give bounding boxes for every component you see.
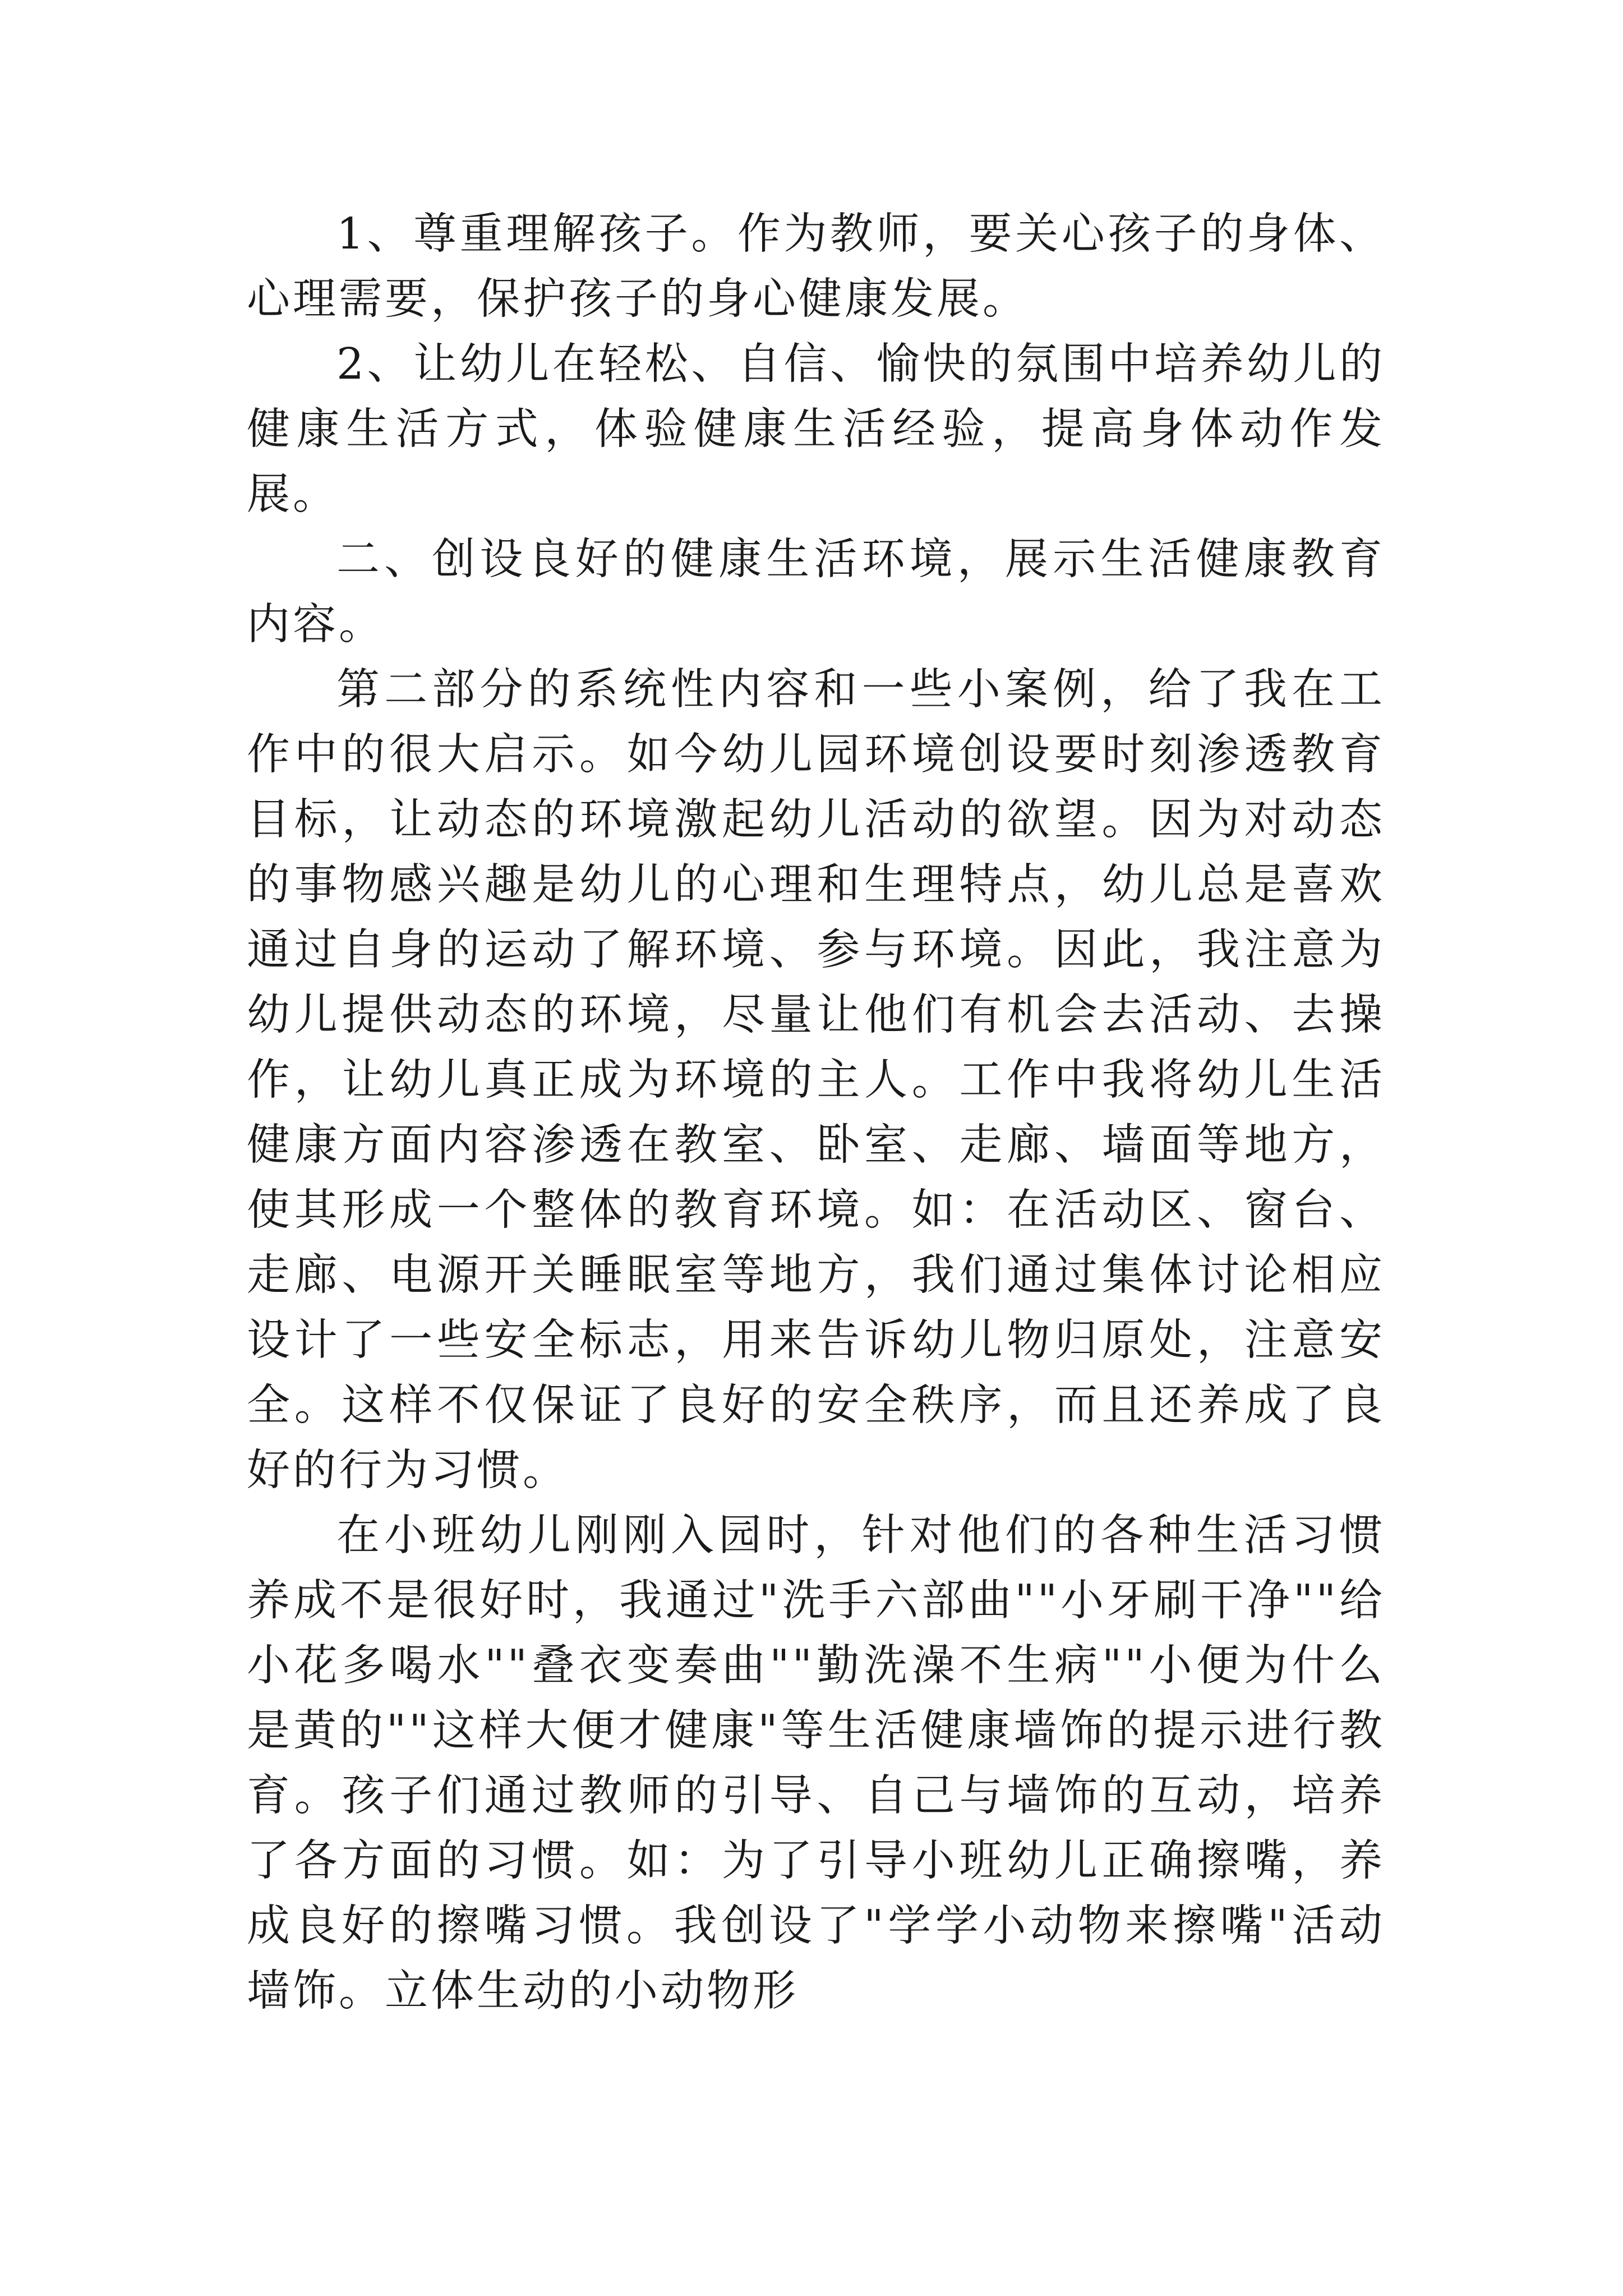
document-body xyxy=(247,202,1385,2024)
paragraph-dynamic-environment: 第二部分的系统性内容和一些小案例，给了我在工作中的很大启示。如今幼儿园环境创设要时刻渗透教育目标，让动态的环境激起幼儿活动的欲望。因为对动态的事物感兴趣是幼儿的心理和生理特点，幼儿总是喜欢通过自身的运动了解环境、参与环境。因此，我注意为幼儿提供动态的环境，尽量让他们有机会去活动、去操作，让幼儿真正成为环境的主人。工作中我将幼儿生活健康方面内容渗透在教室、卧室、走廊、墙面等地方，使其形成一个整体的教育环境。如：在活动区、窗台、走廊、电源开关睡眠室等地方，我们通过集体讨论相应设计了一些安全标志，用来告诉幼儿物归原处，注意安全。这样不仅保证了良好的安全秩序，而且还养成了良好的行为习惯。 xyxy=(247,665,1385,1496)
paragraph-healthy-lifestyle: 2、让幼儿在轻松、自信、愉快的氛围中培养幼儿的健康生活方式，体验健康生活经验，提高身体动作发展。 xyxy=(247,339,1385,519)
paragraph-wall-decoration: 在小班幼儿刚刚入园时，针对他们的各种生活习惯养成不是很好时，我通过"洗手六部曲""小牙刷干净""给小花多喝水""叠衣变奏曲""勤洗澡不生病""小便为什么是黄的""这样大便才健康"等生活健康墙饰的提示进行教育。孩子们通过教师的引导、自己与墙饰的互动，培养了各方面的习惯。如：为了引导小班幼儿正确擦嘴，养成良好的擦嘴习惯。我创设了"学学小动物来擦嘴"活动墙饰。立体生动的小动物形 xyxy=(247,1511,1385,2016)
paragraph-respect-children: 1、尊重理解孩子。作为教师，要关心孩子的身体、心理需要，保护孩子的身心健康发展。 xyxy=(247,209,1385,324)
section-heading-environment: 二、创设良好的健康生活环境，展示生活健康教育内容。 xyxy=(247,535,1385,650)
